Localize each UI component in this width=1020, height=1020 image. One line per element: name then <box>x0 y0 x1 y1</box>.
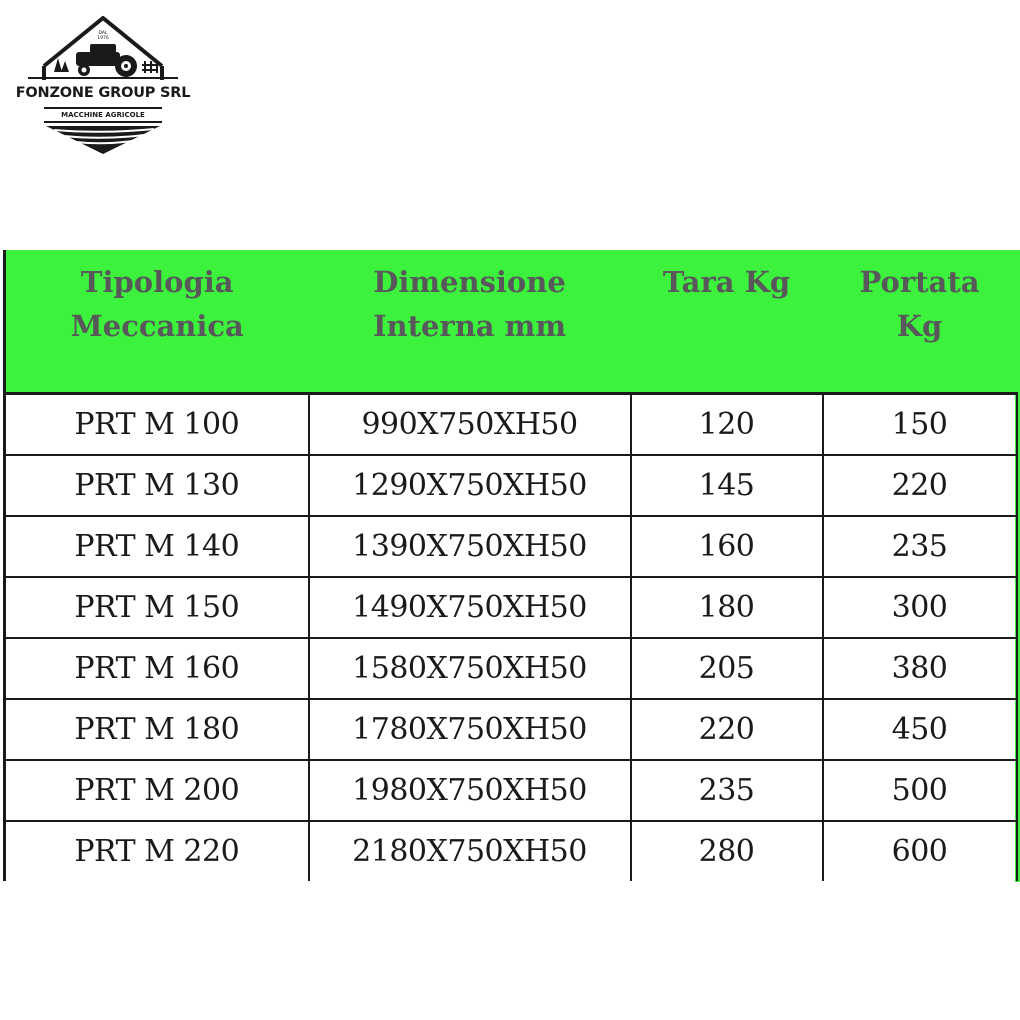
table-row <box>5 577 1017 638</box>
header-line: Tipologia <box>80 265 234 299</box>
header-line: Tara Kg <box>662 265 791 299</box>
product-table-container <box>3 250 1020 882</box>
table-row <box>5 516 1017 577</box>
cell-portata: 380 <box>823 638 1017 699</box>
cell-dimension: 1780X750XH50 <box>309 699 631 760</box>
cell-portata: 150 <box>823 394 1017 456</box>
logo-subtitle: MACCHINE AGRICOLE <box>61 111 145 119</box>
cell-portata: 220 <box>823 455 1017 516</box>
header-line: Interna mm <box>372 309 567 343</box>
header-tara <box>631 250 823 394</box>
cell-dimension: 1580X750XH50 <box>309 638 631 699</box>
table-row <box>5 455 1017 516</box>
cell-tara: 205 <box>631 638 823 699</box>
cell-model: PRT M 180 <box>5 699 309 760</box>
header-line: Dimensione <box>373 265 566 299</box>
logo-since-label: DAL <box>98 31 108 36</box>
cell-dimension: 1980X750XH50 <box>309 760 631 821</box>
cell-model: PRT M 140 <box>5 516 309 577</box>
cell-portata: 450 <box>823 699 1017 760</box>
cell-tara: 160 <box>631 516 823 577</box>
header-dimensione <box>309 250 631 394</box>
logo-brand-name: FONZONE GROUP SRL <box>15 85 191 101</box>
header-line: Meccanica <box>70 309 244 343</box>
cell-model: PRT M 200 <box>5 760 309 821</box>
cell-dimension: 990X750XH50 <box>309 394 631 456</box>
header-line: Portata <box>859 265 980 299</box>
logo-since-year: 1976 <box>97 36 109 41</box>
cell-model: PRT M 220 <box>5 821 309 881</box>
logo-since <box>92 31 114 41</box>
cell-tara: 235 <box>631 760 823 821</box>
product-table <box>3 250 1018 881</box>
cell-dimension: 1490X750XH50 <box>309 577 631 638</box>
cell-model: PRT M 130 <box>5 455 309 516</box>
cell-tara: 280 <box>631 821 823 881</box>
cell-dimension: 1390X750XH50 <box>309 516 631 577</box>
cell-portata: 600 <box>823 821 1017 881</box>
cell-portata: 500 <box>823 760 1017 821</box>
cell-tara: 120 <box>631 394 823 456</box>
table-row <box>5 638 1017 699</box>
cell-tara: 180 <box>631 577 823 638</box>
cell-dimension: 1290X750XH50 <box>309 455 631 516</box>
cell-dimension: 2180X750XH50 <box>309 821 631 881</box>
table-header-row <box>5 250 1017 394</box>
cell-model: PRT M 160 <box>5 638 309 699</box>
table-row <box>5 699 1017 760</box>
company-logo <box>14 14 192 160</box>
table-row <box>5 394 1017 456</box>
cell-portata: 235 <box>823 516 1017 577</box>
cell-model: PRT M 150 <box>5 577 309 638</box>
table-row <box>5 760 1017 821</box>
cell-model: PRT M 100 <box>5 394 309 456</box>
cell-portata: 300 <box>823 577 1017 638</box>
header-tipologia <box>5 250 309 394</box>
cell-tara: 145 <box>631 455 823 516</box>
cell-tara: 220 <box>631 699 823 760</box>
header-portata <box>823 250 1017 394</box>
table-row <box>5 821 1017 881</box>
header-line: Kg <box>896 309 943 343</box>
